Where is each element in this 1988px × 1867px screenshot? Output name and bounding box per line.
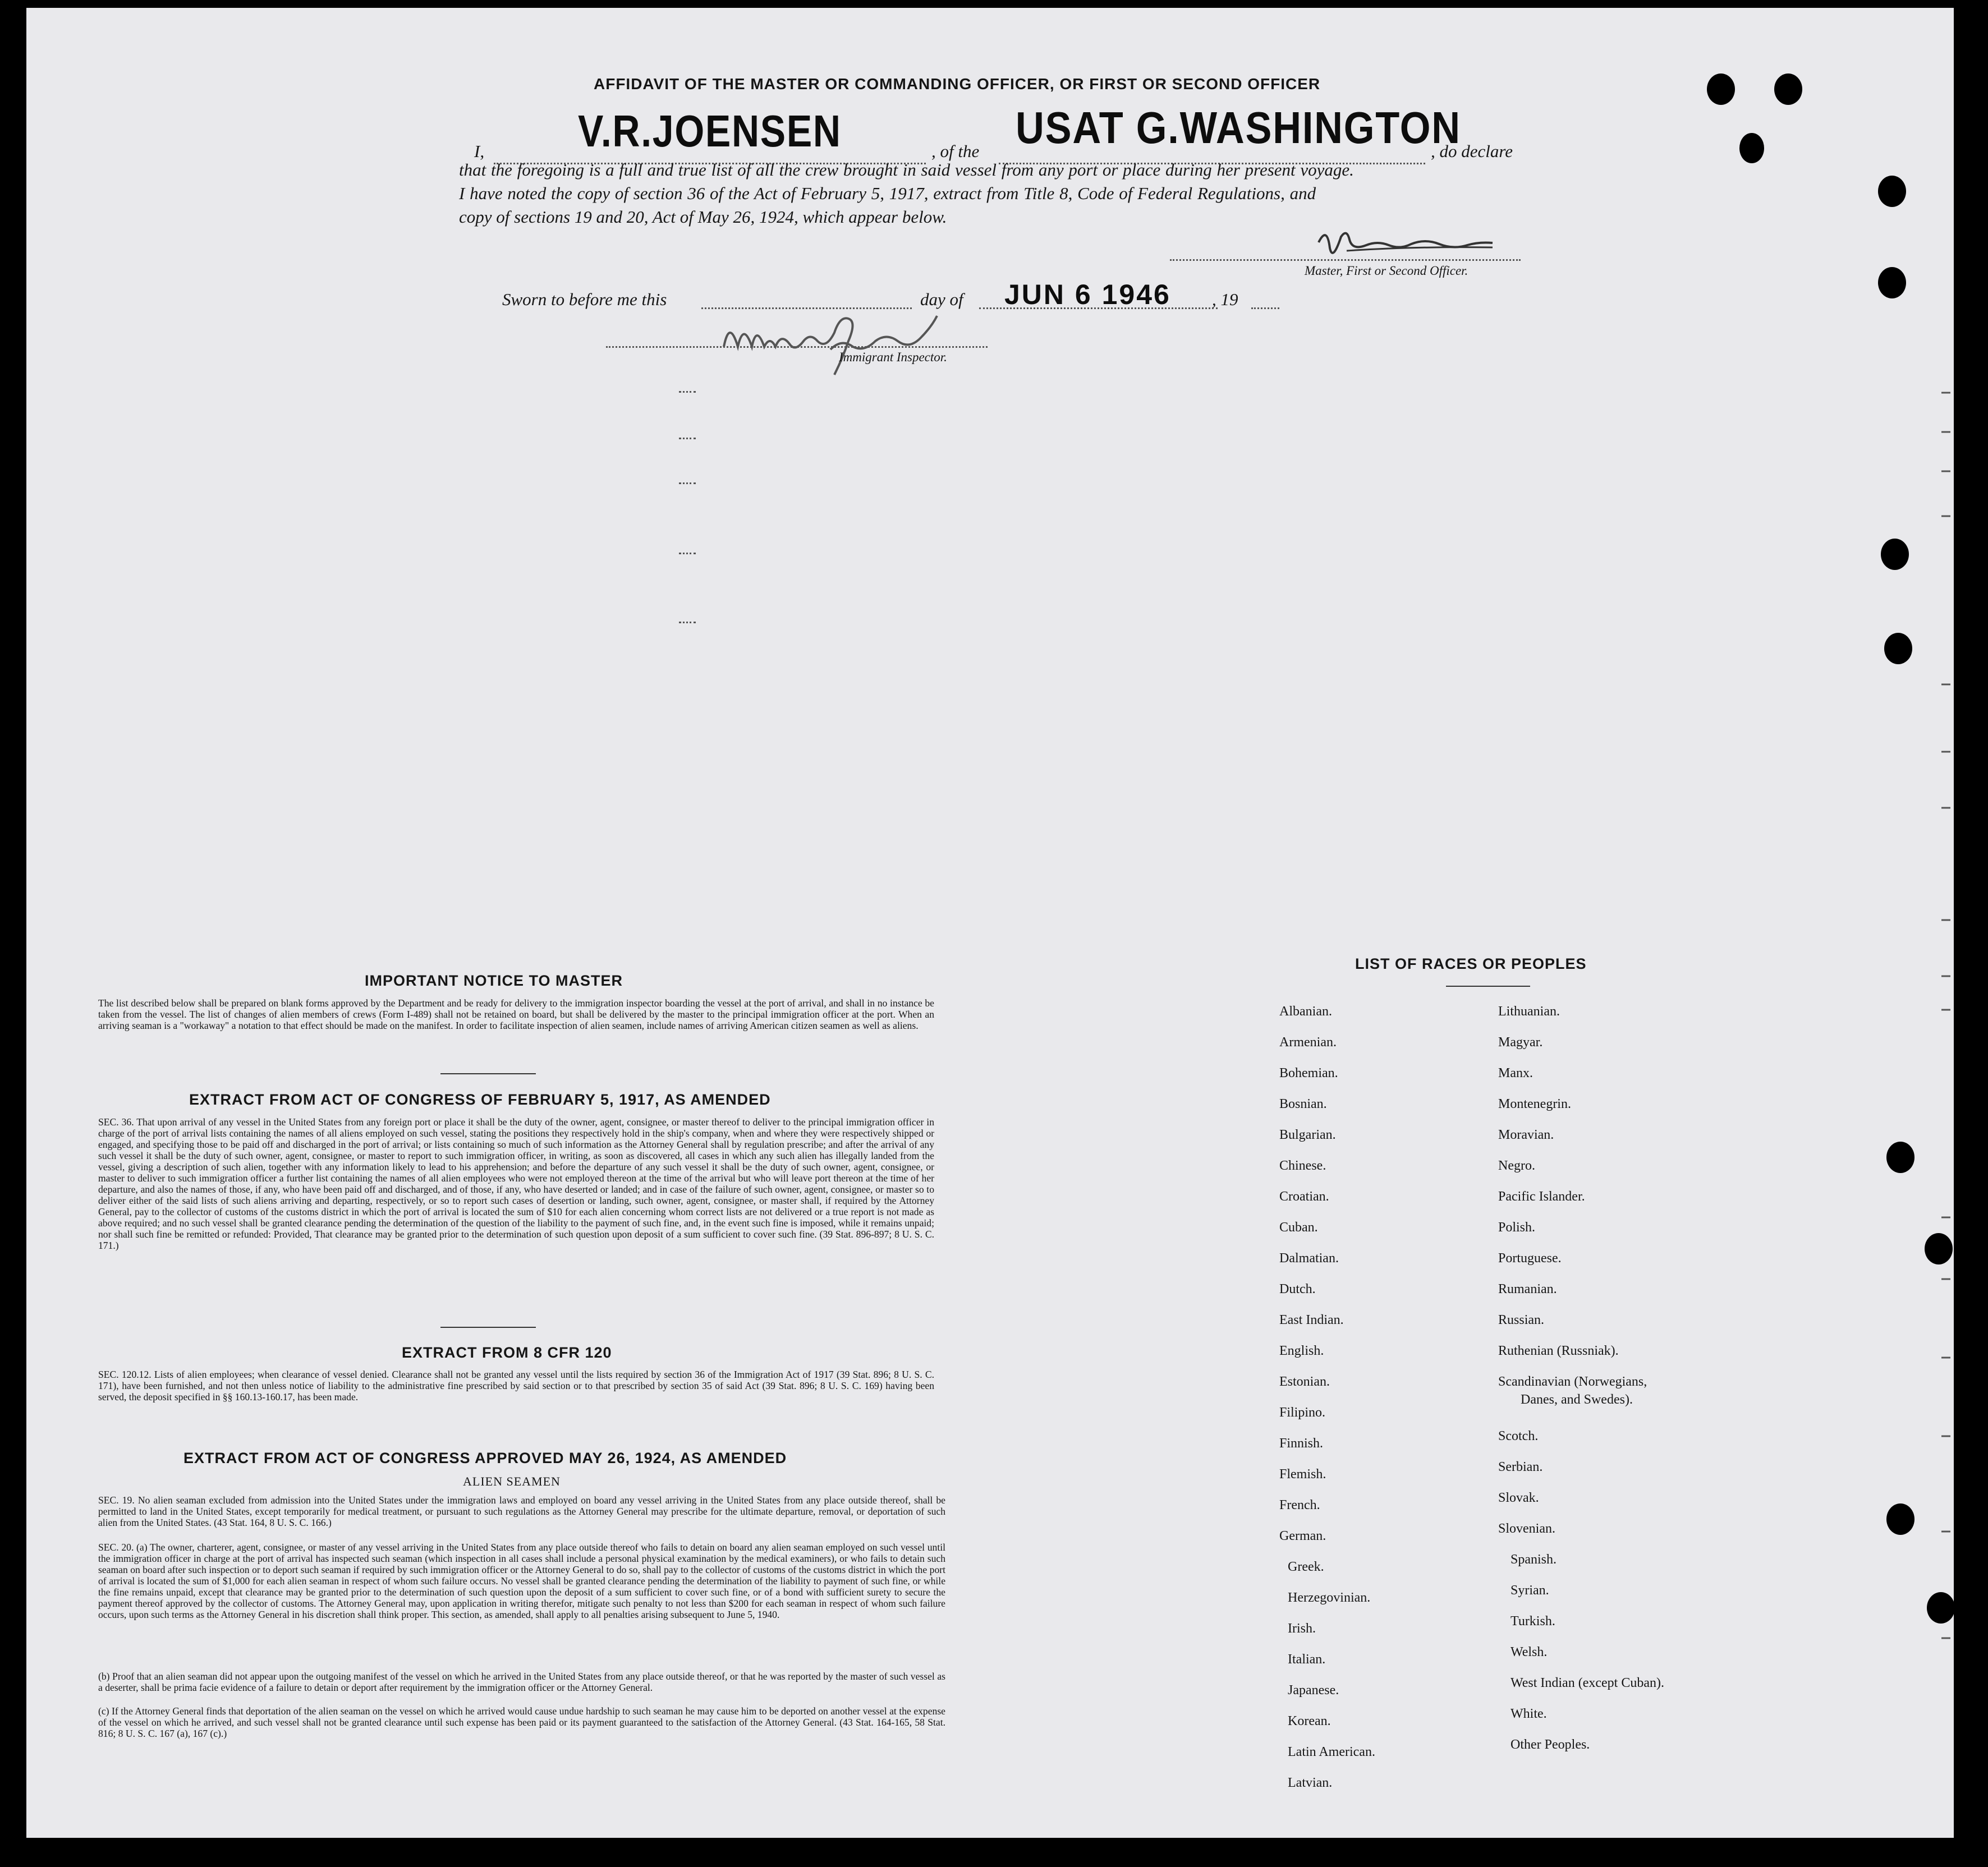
race-item: Slovak.	[1498, 1491, 1539, 1505]
affidavit-line-3: I have noted the copy of section 36 of the Act of February 5, 1917, extract from Title 8, Code of Federal Regulations, and	[459, 183, 1316, 203]
race-item: Armenian.	[1279, 1035, 1337, 1050]
affidavit-line-2: that the foregoing is a full and true list of all the crew brought in said vessel from any port or place during her present voyage.	[459, 160, 1354, 180]
punch-hole	[1884, 633, 1912, 664]
race-item: Rumanian.	[1498, 1282, 1557, 1296]
of-the-label: , of the	[931, 141, 980, 161]
race-item: Scotch.	[1498, 1429, 1539, 1443]
race-item: Welsh.	[1510, 1645, 1548, 1659]
inspector-signature-line	[606, 346, 988, 348]
race-item: Lithuanian.	[1498, 1004, 1560, 1019]
year-line	[1251, 307, 1279, 309]
punch-hole	[1774, 73, 1802, 105]
race-item: Other Peoples.	[1510, 1737, 1590, 1752]
race-item: Serbian.	[1498, 1460, 1543, 1474]
extract-1924-sec20b: (b) Proof that an alien seaman did not appear upon the outgoing manifest of the vessel on which he arrived in the United States from any place outside thereof, or that he was reported by the master of such vessel as a deserter, shall be prima facie evidence of a failure to detain or deport after requirement by the immigration officer or the Attorney General.	[98, 1671, 945, 1693]
extract-1924-sec20c: (c) If the Attorney General finds that deportation of the alien seaman on the vessel on which he arrived would cause undue hardship to such seaman he may cause him to be deported on another vessel at the expense of the vessel on which he arrived, and such vessel shall not be granted clearance until such expense has been paid or its payment guaranteed to the satisfaction of the Attorney General. (43 Stat. 164-165, 58 Stat. 816; 8 U. S. C. 167 (a), 167 (c).)	[98, 1705, 945, 1739]
race-item: Bosnian.	[1279, 1097, 1327, 1111]
extract-8cfr-body: SEC. 120.12. Lists of alien employees; when clearance of vessel denied. Clearance shall not be granted any vessel until the lists required by section 36 of the Immigration Act of 1917 (39 Stat. 896; 8 U. S. C. 171), have been furnished, and not then unless notice of liability to the administrative fine prescribed by said section or to that prescribed by section 35 of said Act (39 Stat. 896; 8 U. S. C. 169) having been served, the deposit specified in §§ 160.13-160.17, has been made.	[98, 1369, 934, 1402]
notice-title: IMPORTANT NOTICE TO MASTER	[365, 972, 623, 989]
do-declare-label: , do declare	[1431, 141, 1513, 161]
race-item: Portuguese.	[1498, 1251, 1562, 1266]
mark	[679, 482, 696, 484]
master-signature-line	[1170, 259, 1521, 261]
punch-hole	[1886, 1503, 1914, 1535]
race-item: Herzegovinian.	[1288, 1590, 1371, 1605]
inspector-caption: Immigrant Inspector.	[839, 350, 947, 364]
race-item: Albanian.	[1279, 1004, 1332, 1019]
race-item: Dalmatian.	[1279, 1251, 1339, 1266]
extract-1924-sec20a: SEC. 20. (a) The owner, charterer, agent, consignee, or master of any vessel arriving in the United States from any place outside thereof who fails to detain on board any alien seaman employed on such vessel until the immigration officer in charge at the port of arrival has inspected such seaman (which inspection in all cases shall include a personal physical examination by the medical examiners), or who fails to detain such seaman on board after such inspection or to deport such seaman if required by such immigration officer or the Attorney General to do so, shall pay to the collector of customs of the customs district in which the port of arrival is located the sum of $1,000 for each alien seaman in respect of whom such failure occurs. No vessel shall be granted clearance pending the determination of the liability to payment of such fine, or while the fine remains unpaid, except that clearance may be granted prior to the determination of such question upon the deposit of a sum sufficient to cover such fine, or of a bond with sufficient surety to secure the payment thereof approved by the collector of customs. The Attorney General may, upon application in writing therefor, mitigate such penalty to not less than $200 for each seaman in respect of whom such failure occurs, upon such terms as the Attorney General in his discretion shall think proper. This section, as amended, shall apply to all penalties arising subsequent to June 5, 1940.	[98, 1542, 945, 1620]
divider	[440, 1073, 536, 1074]
date-stamp: JUN 6 1946	[1004, 279, 1171, 310]
divider	[440, 1327, 536, 1328]
race-item: Magyar.	[1498, 1035, 1543, 1050]
punch-hole	[1878, 267, 1906, 298]
race-item: Filipino.	[1279, 1405, 1326, 1420]
notice-body: The list described below shall be prepared on blank forms approved by the Department and be ready for delivery to the immigration inspector boarding the vessel at the port of arrival, and shall in no instance be taken from the vessel. The list of changes of alien members of crews (Form I-489) shall not be retained on board, but shall be delivered by the master to the principal immigration officer at the port. When an arriving seaman is a "workaway" a notation to that effect should be made on the manifest. In order to facilitate inspection of alien seamen, include names of arriving American citizen seamen as well as aliens.	[98, 997, 934, 1031]
race-item: Scandinavian (Norwegians,	[1498, 1374, 1647, 1389]
mark	[679, 553, 696, 554]
master-caption: Master, First or Second Officer.	[1305, 264, 1468, 278]
race-item: Moravian.	[1498, 1128, 1554, 1142]
day-of-label: day of	[920, 289, 963, 309]
race-item: Italian.	[1288, 1652, 1326, 1667]
mark	[679, 622, 696, 623]
sworn-label: Sworn to before me this	[502, 289, 667, 309]
extract-1917-body: SEC. 36. That upon arrival of any vessel in the United States from any foreign port or place it shall be the duty of the owner, agent, consignee, or master thereof to deliver to the principal immigration officer in charge of the port of arrival lists containing the names of all aliens employed on such vessel, stating the positions they respectively hold in the ship's company, when and where they were respectively shipped or engaged, and specifying those to be paid off and discharged in the port of arrival; or lists containing so much of such information as the Attorney General shall by regulation prescribe; and after the arrival of any such vessel it shall be the duty of such owner, agent, consignee, or master to report to such immigration officer, in writing, as soon as discovered, all cases in which any such alien has illegally landed from the vessel, giving a description of such alien, together with any information likely to lead to his apprehension; and before the departure of any such vessel it shall be the duty of such owner, agent, consignee, or master to deliver to such immigration officer a further list containing the names of all alien employees who were not employed thereon at the time of the arrival but who will leave port thereon at the time of her departure, and also the names of those, if any, who have been paid off and discharged, and of those, if any, who have deserted or landed; and in case of the failure of such owner, agent, consignee, or master so to deliver either of the said lists of such aliens arriving and departing, respectively, or so to report such cases of desertion or landing, such owner, agent, consignee, or master shall, if required by the Attorney General, pay to the collector of customs of the customs district in which the port of arrival is located the sum of $10 for each alien concerning whom correct lists are not delivered or a true report is not made as above required; and no such vessel shall be granted clearance pending the determination of the question of the liability to the payment of such fine, and, in the event such fine is imposed, while it remains unpaid; nor shall such fine be remitted or refunded: Provided, That clearance may be granted prior to the determination of such question upon deposit of a sum sufficient to cover such fine. (39 Stat. 896-897; 8 U. S. C. 171.)	[98, 1116, 934, 1251]
race-item: Japanese.	[1288, 1683, 1339, 1698]
race-item: Bohemian.	[1279, 1066, 1338, 1080]
edge-tick-marks	[1919, 359, 1953, 1750]
race-item: Greek.	[1288, 1560, 1324, 1574]
vessel-name-stamp: USAT G.WASHINGTON	[1016, 103, 1461, 153]
master-signature	[1313, 220, 1504, 265]
extract-1924-sec19: SEC. 19. No alien seaman excluded from admission into the United States under the immigration laws and employed on board any vessel arriving in the United States from any place outside thereof, shall be permitted to land in the United States, except temporarily for medical treatment, or pursuant to such regulations as the Attorney General may prescribe for the ultimate departure, removal, or deportation of such alien from the United States. (43 Stat. 164, 8 U. S. C. 166.)	[98, 1494, 945, 1528]
race-item: German.	[1279, 1529, 1326, 1543]
race-item: Manx.	[1498, 1066, 1533, 1080]
race-item: Danes, and Swedes).	[1521, 1392, 1633, 1407]
race-item: French.	[1279, 1498, 1320, 1512]
race-item: Ruthenian (Russniak).	[1498, 1344, 1619, 1358]
race-item: Pacific Islander.	[1498, 1189, 1585, 1204]
race-item: Bulgarian.	[1279, 1128, 1336, 1142]
race-item: Croatian.	[1279, 1189, 1329, 1204]
punch-hole	[1878, 176, 1906, 207]
mark	[679, 391, 696, 393]
punch-hole	[1707, 73, 1735, 105]
race-item: Spanish.	[1510, 1552, 1557, 1567]
year-label: , 19	[1212, 289, 1238, 309]
race-item: English.	[1279, 1344, 1324, 1358]
extract-1917-title: EXTRACT FROM ACT OF CONGRESS OF FEBRUARY 5, 1917, AS AMENDED	[189, 1091, 771, 1108]
race-item: Negro.	[1498, 1158, 1535, 1173]
races-title: LIST OF RACES OR PEOPLES	[1355, 955, 1587, 972]
affidavit-title: AFFIDAVIT OF THE MASTER OR COMMANDING OFFICER, OR FIRST OR SECOND OFFICER	[594, 75, 1321, 93]
race-item: West Indian (except Cuban).	[1510, 1676, 1664, 1690]
divider	[1446, 986, 1530, 987]
master-name-stamp: V.R.JOENSEN	[578, 106, 842, 156]
race-item: East Indian.	[1279, 1313, 1344, 1327]
race-item: Irish.	[1288, 1621, 1316, 1636]
race-item: Finnish.	[1279, 1436, 1324, 1451]
race-item: Flemish.	[1279, 1467, 1326, 1482]
affidavit-line-4: copy of sections 19 and 20, Act of May 26, 1924, which appear below.	[459, 207, 947, 227]
extract-1924-subtitle: ALIEN SEAMEN	[463, 1474, 561, 1488]
race-item: Latin American.	[1288, 1745, 1375, 1759]
i-label: I,	[474, 141, 485, 161]
punch-hole	[1886, 1142, 1914, 1173]
extract-1924-title: EXTRACT FROM ACT OF CONGRESS APPROVED MAY 26, 1924, AS AMENDED	[183, 1450, 787, 1466]
race-item: Russian.	[1498, 1313, 1545, 1327]
race-item: Slovenian.	[1498, 1521, 1555, 1536]
extract-8cfr-title: EXTRACT FROM 8 CFR 120	[402, 1344, 612, 1361]
race-item: Polish.	[1498, 1220, 1536, 1235]
punch-hole	[1881, 539, 1909, 570]
race-item: Turkish.	[1510, 1614, 1555, 1629]
race-item: Chinese.	[1279, 1158, 1326, 1173]
race-item: Cuban.	[1279, 1220, 1318, 1235]
race-item: Dutch.	[1279, 1282, 1316, 1296]
race-item: Korean.	[1288, 1714, 1331, 1728]
race-item: Latvian.	[1288, 1776, 1333, 1790]
race-item: Syrian.	[1510, 1583, 1549, 1598]
punch-hole	[1739, 133, 1764, 163]
race-item: Estonian.	[1279, 1374, 1330, 1389]
race-item: White.	[1510, 1707, 1547, 1721]
mark	[679, 438, 696, 439]
race-item: Montenegrin.	[1498, 1097, 1571, 1111]
